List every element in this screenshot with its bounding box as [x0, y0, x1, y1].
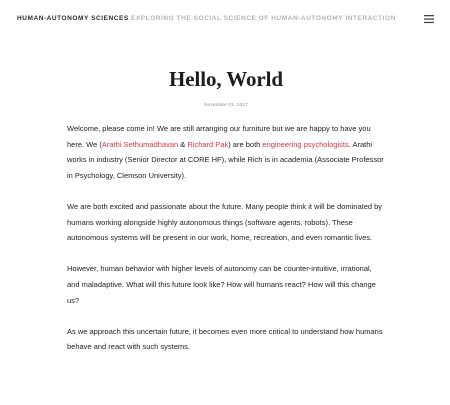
intro-text-mid: ) are both — [228, 139, 263, 149]
post-content — [67, 121, 385, 355]
intro-text-end: . Arathi works in industry (Senior Director at CORE HF), while Rich is in academia (Associate Professor in Psychology, Clemson University). — [67, 139, 384, 180]
post-title: Hello, World — [169, 67, 283, 91]
menu-button[interactable] — [421, 12, 437, 26]
author-link-richard[interactable]: Richard Pak — [187, 139, 229, 149]
site-tagline: EXPLORING THE SOCIAL SCIENCE OF HUMAN-AUTONOMY INTERACTION — [131, 15, 396, 22]
intro-text-and: & — [178, 139, 188, 149]
paragraph-behavior: However, human behavior with higher levels of autonomy can be counter-intuitive, irrational, and maladaptive. What will this future look like? How will humans react? How will this change us? — [67, 264, 376, 305]
post-article — [67, 62, 385, 371]
paragraph-future: We are both excited and passionate about the future. Many people think it will be dominated by humans working alongside highly autonomous things (software agents, robots). These autonomous systems will be present in our work, home, recreation, and even romantic lives. — [67, 201, 383, 243]
intro-text-start: Welcome, please come in! We are still arranging our furniture but we are happy to have you here. We ( — [67, 124, 371, 149]
engineering-psychologists-link[interactable]: engineering psychologists — [262, 139, 349, 149]
paragraph-intro — [67, 121, 385, 183]
site-title[interactable]: HUMAN-AUTONOMY SCIENCES — [17, 15, 129, 22]
post-date: November 01, 2017 — [204, 102, 248, 107]
paragraph-approach: As we approach this uncertain future, it becomes even more critical to understand how humans behave and react with such systems. — [67, 326, 383, 352]
site-header — [0, 0, 450, 40]
hamburger-menu-icon — [421, 12, 437, 26]
author-link-arathi[interactable]: Arathi Sethumadhavan — [101, 139, 179, 149]
